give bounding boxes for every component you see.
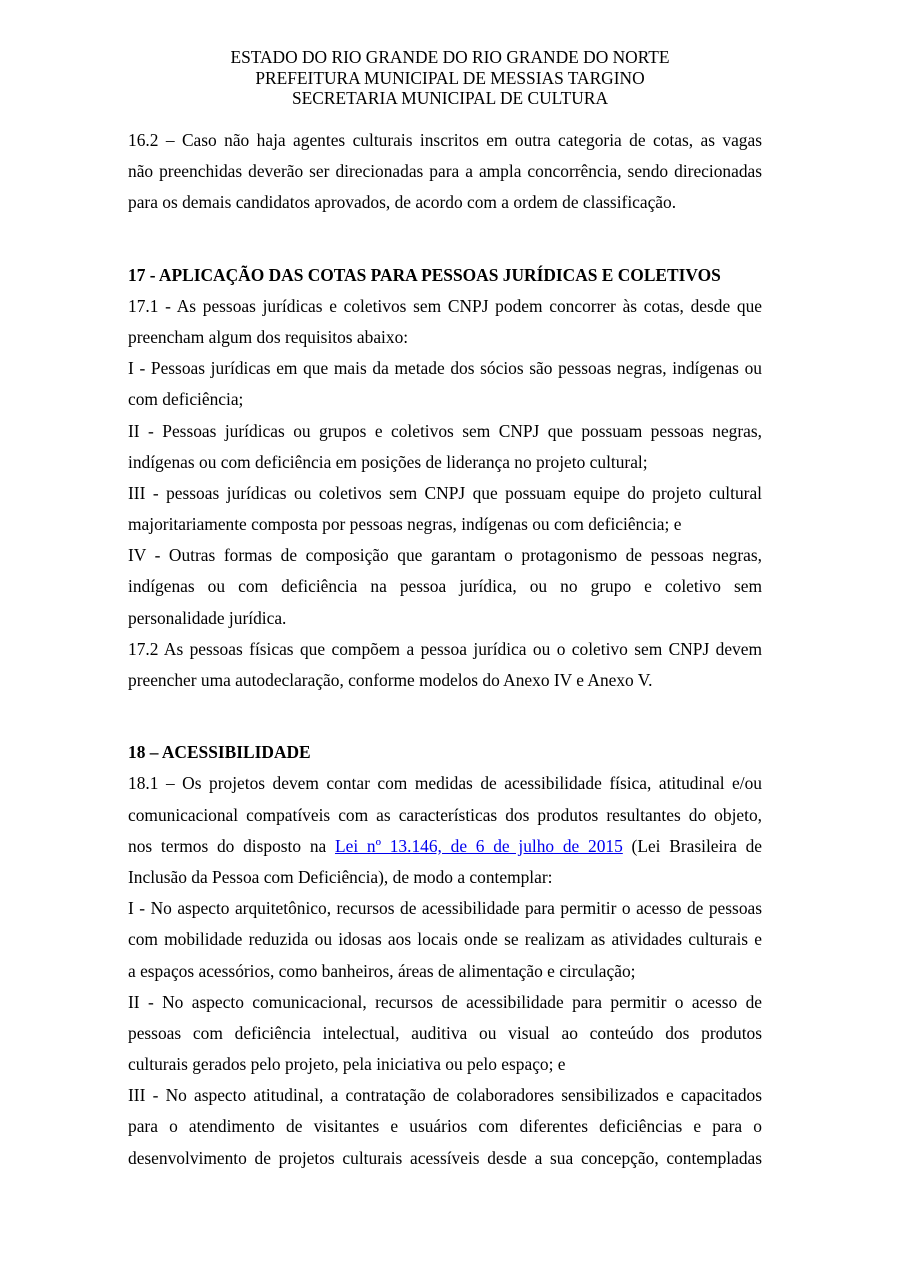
header-line-city: PREFEITURA MUNICIPAL DE MESSIAS TARGINO	[255, 67, 645, 88]
paragraph-16-2	[128, 125, 762, 219]
text-line: culturais gerados pelo projeto, pela iniciativa ou pelo espaço; e	[128, 1054, 566, 1075]
text-fragment: (Lei Brasileira de	[622, 835, 763, 856]
document-body	[128, 125, 762, 1174]
text-line: 17.1 - As pessoas jurídicas e coletivos sem CNPJ podem concorrer às cotas, desde que	[128, 295, 762, 316]
text-line: majoritariamente composta por pessoas negras, indígenas ou com deficiência; e	[128, 514, 682, 535]
document-header	[0, 47, 900, 109]
text-line: não preenchidas deverão ser direcionadas para a ampla concorrência, sendo direcionadas	[128, 161, 762, 182]
text-line: indígenas ou com deficiência em posições de liderança no projeto cultural;	[128, 451, 648, 472]
text-line: 17.2 As pessoas físicas que compõem a pessoa jurídica ou o coletivo sem CNPJ devem	[128, 638, 762, 659]
text-line: pessoas com deficiência intelectual, auditiva ou visual ao conteúdo dos produtos	[128, 1022, 762, 1043]
section-heading-18: 18 – ACESSIBILIDADE	[128, 742, 311, 763]
text-line: desenvolvimento de projetos culturais acessíveis desde a sua concepção, contempladas	[128, 1147, 762, 1168]
text-line: I - No aspecto arquitetônico, recursos de acessibilidade para permitir o acesso de pessoas	[128, 898, 762, 919]
text-line: II - No aspecto comunicacional, recursos de acessibilidade para permitir o acesso de	[128, 991, 762, 1012]
text-line: com deficiência;	[128, 389, 244, 410]
text-line-with-link	[128, 831, 762, 862]
text-line: preencher uma autodeclaração, conforme modelos do Anexo IV e Anexo V.	[128, 670, 653, 690]
text-line: 18.1 – Os projetos devem contar com medidas de acessibilidade física, atitudinal e/ou	[128, 773, 762, 794]
text-line: comunicacional compatíveis com as características dos produtos resultantes do objeto,	[128, 804, 762, 825]
text-line: com mobilidade reduzida ou idosas aos locais onde se realizam as atividades culturais e	[128, 929, 762, 950]
text-line: 16.2 – Caso não haja agentes culturais inscritos em outra categoria de cotas, as vagas	[128, 130, 762, 150]
text-line: Inclusão da Pessoa com Deficiência), de modo a contemplar:	[128, 866, 553, 887]
text-line: III - pessoas jurídicas ou coletivos sem CNPJ que possuam equipe do projeto cultural	[128, 482, 762, 503]
text-line: III - No aspecto atitudinal, a contratação de colaboradores sensibilizados e capacitados	[128, 1085, 762, 1106]
section-17-body	[128, 291, 762, 696]
text-line: IV - Outras formas de composição que garantam o protagonismo de pessoas negras,	[128, 545, 762, 566]
text-line: para o atendimento de visitantes e usuários com diferentes deficiências e para o	[128, 1116, 762, 1137]
text-line: preencham algum dos requisitos abaixo:	[128, 326, 409, 347]
text-line: II - Pessoas jurídicas ou grupos e coletivos sem CNPJ que possuam pessoas negras,	[128, 420, 762, 441]
text-line: indígenas ou com deficiência na pessoa jurídica, ou no grupo e coletivo sem	[128, 576, 762, 597]
text-line: personalidade jurídica.	[128, 607, 287, 628]
text-line: a espaços acessórios, como banheiros, áreas de alimentação e circulação;	[128, 960, 636, 981]
header-line-state: ESTADO DO RIO GRANDE DO RIO GRANDE DO NORTE	[230, 47, 670, 67]
header-line-secretariat: SECRETARIA MUNICIPAL DE CULTURA	[291, 88, 609, 108]
law-13146-link[interactable]: Lei nº 13.146, de 6 de julho de 2015	[334, 835, 623, 856]
section-18-body	[128, 768, 762, 1173]
text-line: I - Pessoas jurídicas em que mais da metade dos sócios são pessoas negras, indígenas ou	[128, 358, 762, 379]
text-line: para os demais candidatos aprovados, de acordo com a ordem de classificação.	[128, 192, 677, 213]
text-fragment: nos termos do disposto na	[128, 835, 335, 856]
section-heading-17: 17 - APLICAÇÃO DAS COTAS PARA PESSOAS JURÍDICAS E COLETIVOS	[128, 264, 721, 285]
